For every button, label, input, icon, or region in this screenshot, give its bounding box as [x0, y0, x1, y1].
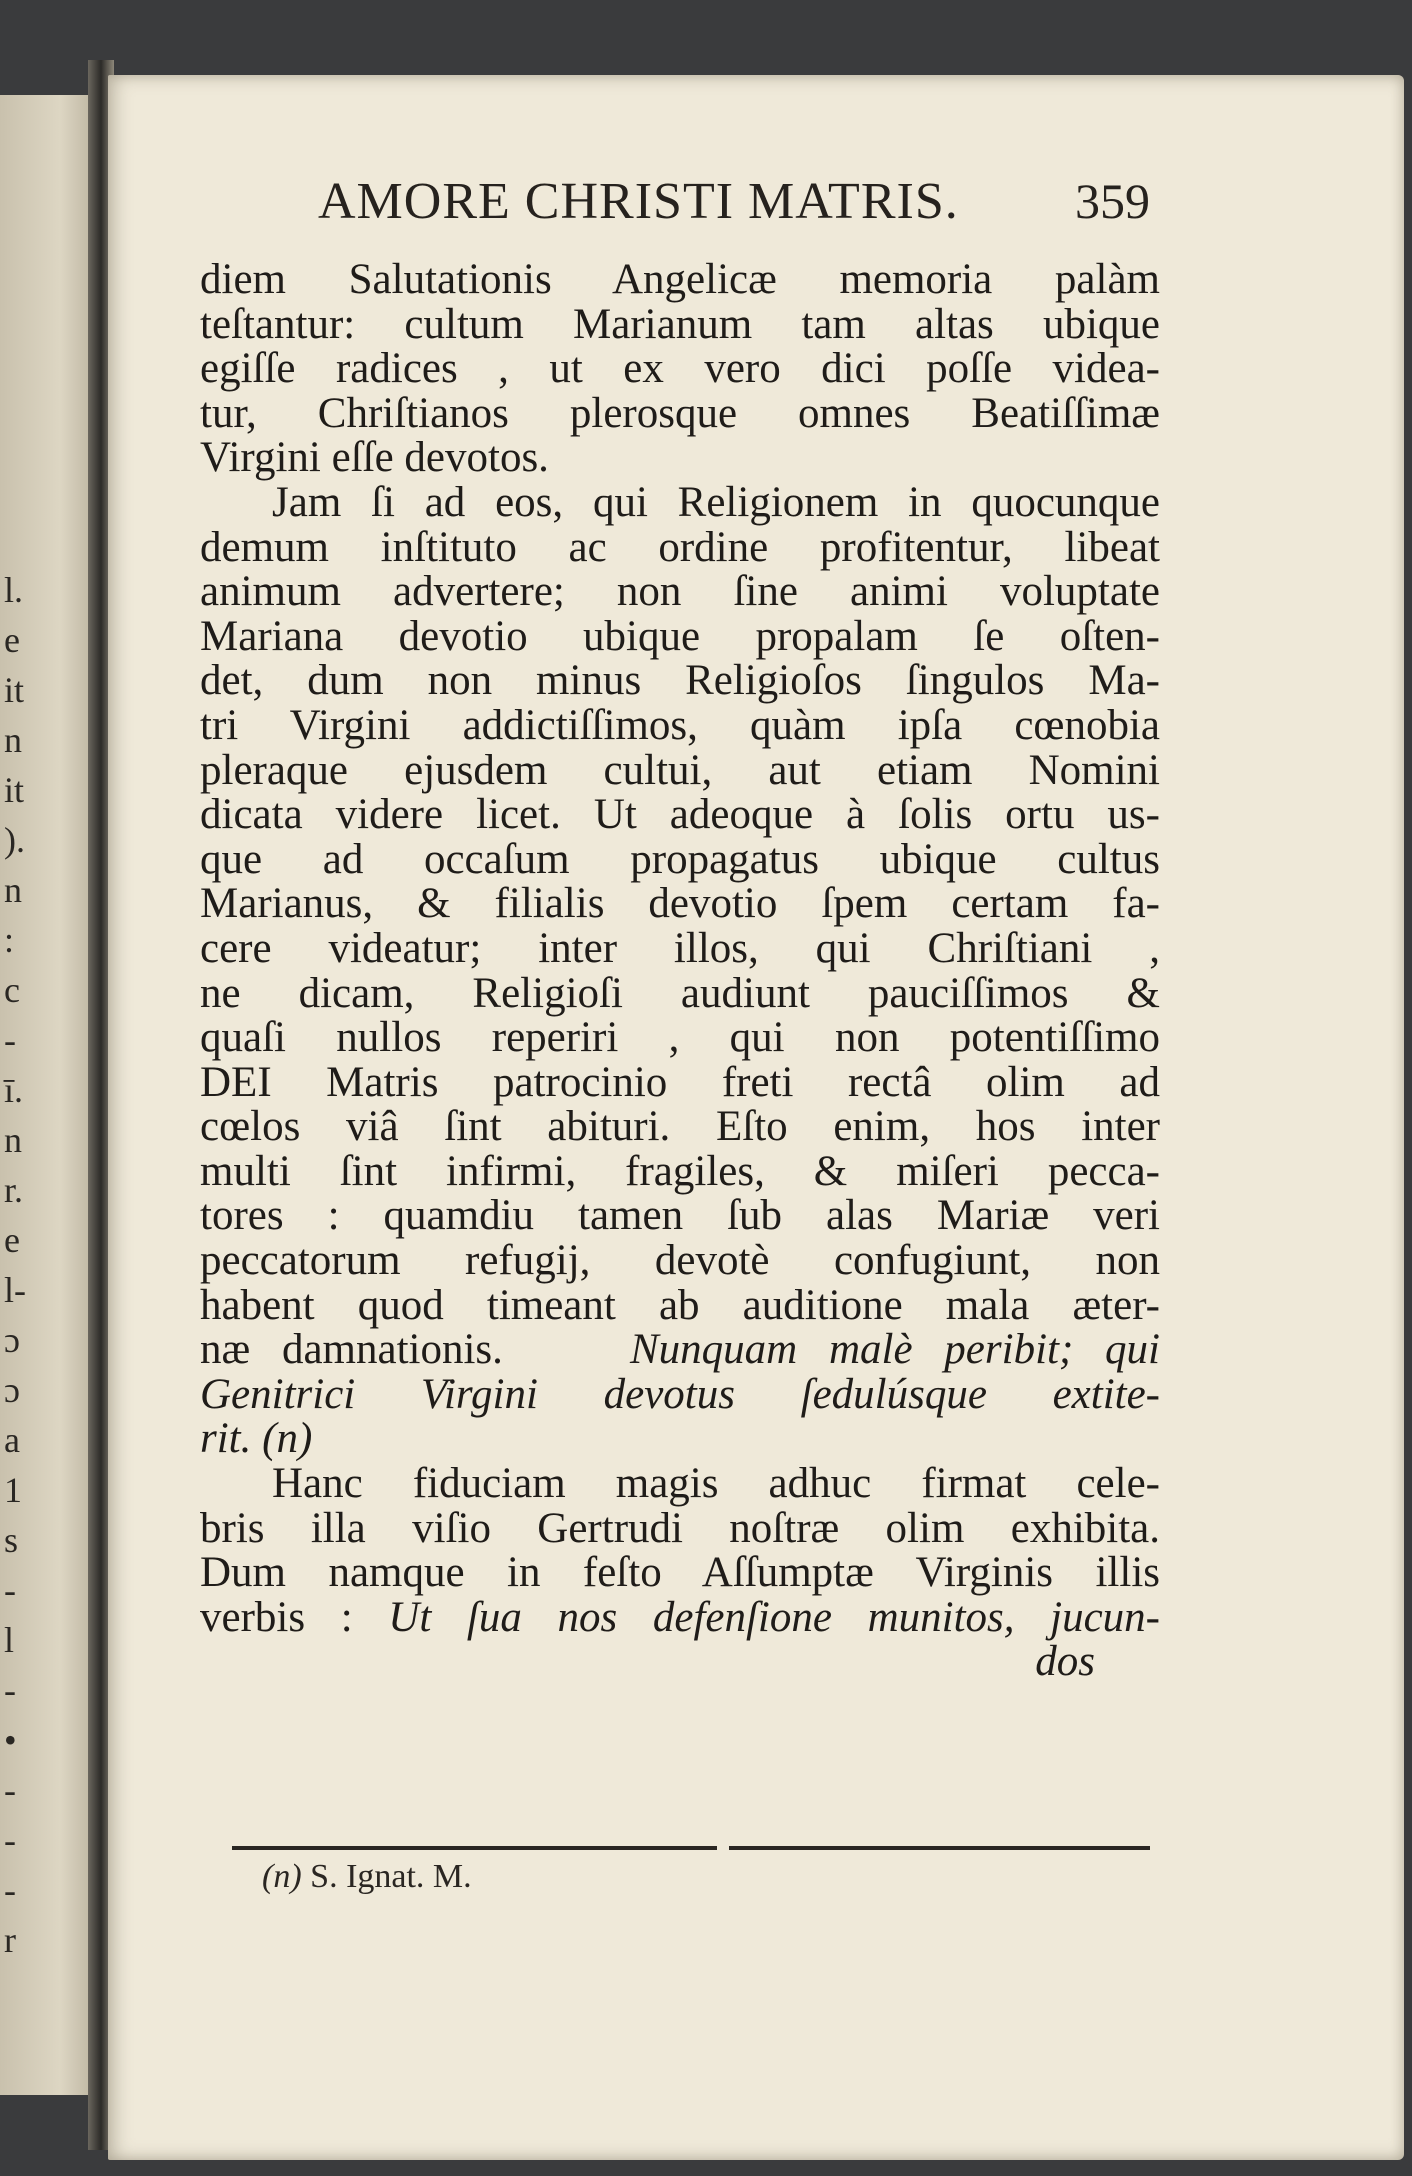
italic-quote: Nunquam malè peribit; qui	[629, 1326, 1160, 1374]
facing-page-fragment: -	[4, 1770, 16, 1810]
text-line: Jam ſi ad eos, qui Religionem in quocunque	[272, 478, 1160, 526]
facing-page-edge	[0, 95, 100, 2095]
facing-page-fragment: l-	[4, 1270, 26, 1310]
facing-page-fragment: n	[4, 1120, 22, 1160]
footnote	[262, 1858, 472, 1896]
running-head-title: AMORE CHRISTI MATRIS.	[318, 173, 959, 230]
facing-page-fragment: •	[4, 1720, 17, 1760]
facing-page-fragment: l.	[4, 570, 24, 610]
body-text	[200, 258, 1160, 1685]
text-line: Marianus, & filialis devotio ſpem certam fa-	[200, 880, 1160, 928]
facing-page-fragment: -	[4, 1670, 16, 1710]
facing-page-fragment: s	[4, 1520, 19, 1560]
text-line: det, dum non minus Religioſos ſingulos Ma-	[200, 657, 1160, 705]
facing-page-fragments	[4, 565, 34, 1965]
italic-quote-line: Genitrici Virgini devotus ſedulúsque extite-	[200, 1370, 1160, 1418]
text-line: Mariana devotio ubique propalam ſe oſten-	[200, 612, 1160, 660]
italic-quote: Ut ſua nos defenſione munitos, jucun-	[388, 1593, 1160, 1641]
text-line: tri Virgini addictiſſimos, quàm ipſa cœnobia	[200, 701, 1160, 749]
catchword: dos	[1035, 1638, 1095, 1686]
text-line: bris illa viſio Gertrudi noſtræ olim exhibita.	[200, 1504, 1160, 1552]
text-segment: verbis :	[200, 1593, 389, 1641]
facing-page-fragment: it	[4, 670, 25, 710]
text-line: Dum namque in feſto Aſſumptæ Virginis illis	[200, 1549, 1160, 1597]
footnote-rule	[232, 1846, 1150, 1850]
text-line: tores : quamdiu tamen ſub alas Mariæ veri	[200, 1192, 1160, 1240]
facing-page-fragment: n	[4, 870, 22, 910]
page-number: 359	[1075, 173, 1150, 229]
text-line: peccatorum refugij, devotè confugiunt, non	[200, 1237, 1160, 1285]
text-line-mixed	[200, 1328, 1160, 1373]
facing-page-fragment: 1	[4, 1470, 22, 1510]
text-line: cere videatur; inter illos, qui Chriſtiani ,	[200, 924, 1160, 972]
text-line: cœlos viâ ſint abituri. Eſto enim, hos inter	[200, 1103, 1160, 1151]
facing-page-fragment: e	[4, 1220, 20, 1260]
facing-page-fragment: ɔ	[4, 1370, 20, 1410]
text-line: diem Salutationis Angelicæ memoria palàm	[200, 256, 1160, 303]
facing-page-fragment: a	[4, 1420, 20, 1460]
facing-page-fragment: c	[4, 970, 20, 1010]
text-line: tur, Chriſtianos plerosque omnes Beatiſſimæ	[200, 389, 1160, 437]
facing-page-fragment: n	[4, 720, 22, 760]
text-line: DEI Matris patrocinio freti rectâ olim ad	[200, 1058, 1160, 1106]
text-line: animum advertere; non ſine animi voluptate	[200, 568, 1160, 616]
text-line: Virgini eſſe devotos.	[200, 434, 549, 482]
facing-page-fragment: r.	[4, 1170, 24, 1210]
italic-quote-line: rit. (n)	[200, 1415, 313, 1463]
facing-page-fragment: l	[4, 1620, 15, 1660]
text-line: dicata videre licet. Ut adeoque à ſolis ortu us-	[200, 791, 1160, 839]
facing-page-fragment: e	[4, 620, 20, 660]
facing-page-fragment: ɔ	[4, 1320, 20, 1360]
text-line: ne dicam, Religioſi audiunt pauciſſimos &	[200, 969, 1160, 1017]
text-line: teſtantur: cultum Marianum tam altas ubique	[200, 300, 1160, 348]
text-line: Hanc fiduciam magis adhuc firmat cele-	[272, 1460, 1160, 1508]
facing-page-fragment: it	[4, 770, 25, 810]
facing-page-fragment: ).	[4, 820, 25, 860]
text-line: quaſi nullos reperiri , qui non potentiſſimo	[200, 1014, 1160, 1062]
facing-page-fragment: -	[4, 1570, 16, 1610]
footnote-mark: (n)	[262, 1858, 302, 1895]
text-line: multi ſint infirmi, fragiles, & miſeri pecca-	[200, 1147, 1160, 1195]
facing-page-fragment: -	[4, 1870, 16, 1910]
text-segment: næ damnationis.	[200, 1326, 503, 1374]
text-line: demum inſtituto ac ordine profitentur, libeat	[200, 523, 1160, 571]
facing-page-fragment: r	[4, 1920, 16, 1960]
text-line: egiſſe radices , ut ex vero dici poſſe videa-	[200, 345, 1160, 393]
running-head	[300, 172, 1150, 242]
facing-page-fragment: :	[4, 920, 15, 960]
footnote-text: S. Ignat. M.	[310, 1858, 472, 1895]
text-line-mixed	[200, 1593, 1160, 1641]
facing-page-fragment: -	[4, 1020, 16, 1060]
text-line: pleraque ejusdem cultui, aut etiam Nomini	[200, 746, 1160, 794]
facing-page-fragment: ī.	[4, 1070, 24, 1110]
text-line: que ad occaſum propagatus ubique cultus	[200, 835, 1160, 883]
text-line: habent quod timeant ab auditione mala æter-	[200, 1281, 1160, 1329]
facing-page-fragment: -	[4, 1820, 16, 1860]
